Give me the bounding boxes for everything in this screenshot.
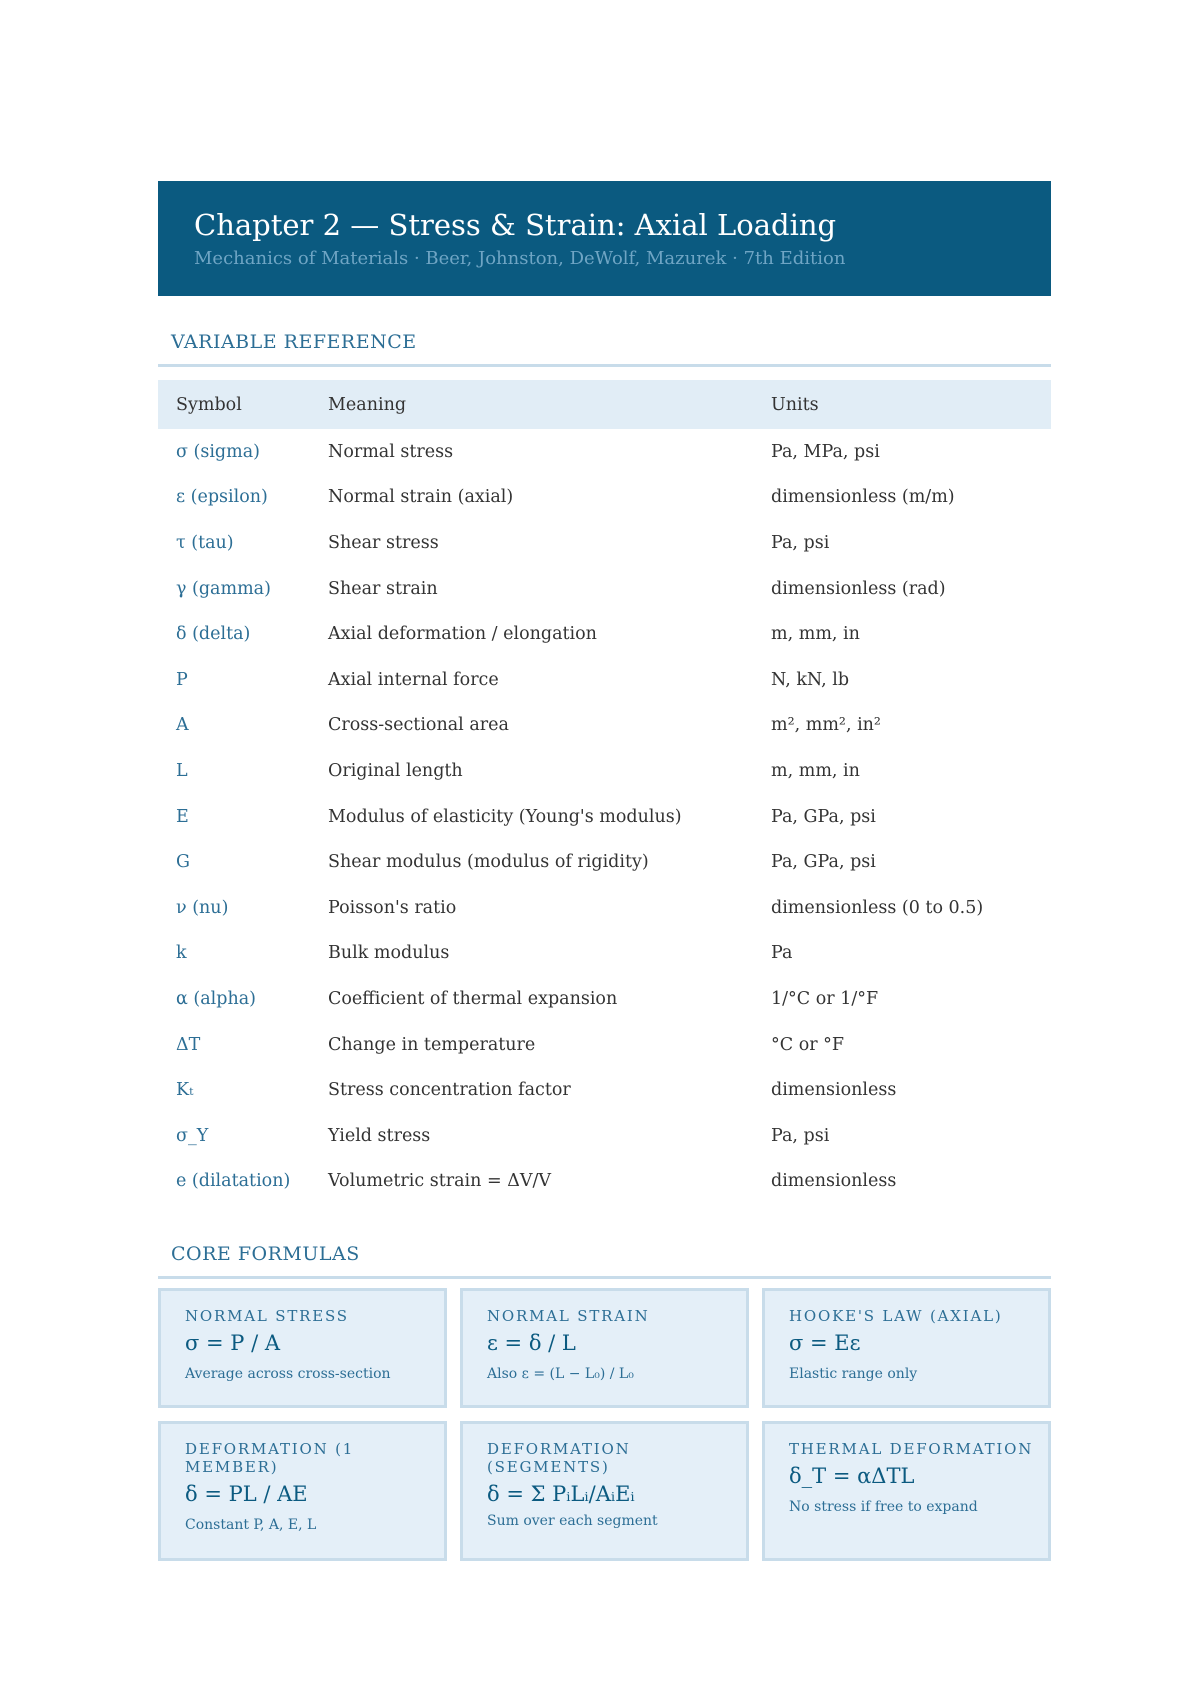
formula-equation: δ_T = αΔTL (789, 1464, 915, 1488)
formula-label: HOOKE'S LAW (AXIAL) (789, 1307, 1003, 1325)
table-row (158, 976, 1051, 1022)
symbol-cell: α (alpha) (176, 988, 256, 1009)
symbol-cell: L (176, 760, 188, 781)
meaning-cell: Shear stress (328, 532, 439, 553)
table-row (158, 839, 1051, 885)
formula-card-thermal-deformation (762, 1421, 1051, 1561)
units-cell: Pa, GPa, psi (771, 806, 876, 827)
table-row (158, 931, 1051, 977)
table-row (158, 429, 1051, 475)
symbol-cell: k (176, 943, 187, 964)
formula-equation: σ = Eε (789, 1331, 861, 1355)
formula-card-normal-strain (460, 1288, 749, 1408)
formula-equation: σ = P / A (185, 1331, 281, 1355)
formula-card-deformation-single (158, 1421, 447, 1561)
formula-note: Elastic range only (789, 1366, 918, 1382)
core-formulas-heading: CORE FORMULAS (158, 1239, 1051, 1279)
units-cell: N, kN, lb (771, 669, 850, 690)
formula-equation: ε = δ / L (487, 1331, 576, 1355)
page-subtitle: Mechanics of Materials · Beer, Johnston, DeWolf, Mazurek · 7th Edition (194, 248, 846, 269)
table-row (158, 520, 1051, 566)
table-row (158, 885, 1051, 931)
symbol-cell: ΔT (176, 1034, 201, 1055)
symbol-cell: τ (tau) (176, 532, 234, 553)
symbol-cell: A (176, 715, 189, 736)
table-row (158, 1159, 1051, 1205)
table-row (158, 566, 1051, 612)
units-cell: dimensionless (771, 1171, 897, 1192)
symbol-cell: γ (gamma) (176, 578, 271, 599)
table-row (158, 794, 1051, 840)
symbol-cell: σ (sigma) (176, 441, 260, 462)
table-row (158, 611, 1051, 657)
meaning-cell: Bulk modulus (328, 943, 450, 964)
formula-note: Also ε = (L − L₀) / L₀ (487, 1366, 634, 1382)
units-cell: m², mm², in² (771, 715, 881, 736)
formula-card-hookes-law (762, 1288, 1051, 1408)
column-header-meaning: Meaning (328, 380, 771, 429)
meaning-cell: Stress concentration factor (328, 1080, 571, 1101)
units-cell: dimensionless (m/m) (771, 487, 955, 508)
table-row (158, 748, 1051, 794)
symbol-cell: G (176, 852, 190, 873)
symbol-cell: P (176, 669, 188, 690)
meaning-cell: Shear modulus (modulus of rigidity) (328, 852, 649, 873)
units-cell: Pa, psi (771, 532, 830, 553)
meaning-cell: Axial deformation / elongation (328, 624, 597, 645)
column-header-symbol: Symbol (158, 380, 328, 429)
units-cell: dimensionless (771, 1080, 897, 1101)
formula-equation: δ = Σ PᵢLᵢ/AᵢEᵢ (487, 1482, 635, 1506)
meaning-cell: Yield stress (328, 1125, 431, 1146)
table-row (158, 1113, 1051, 1159)
formula-equation: δ = PL / AE (185, 1482, 308, 1506)
meaning-cell: Coefficient of thermal expansion (328, 988, 618, 1009)
meaning-cell: Cross-sectional area (328, 715, 509, 736)
symbol-cell: σ_Y (176, 1125, 209, 1146)
formula-label: DEFORMATION (SEGMENTS) (487, 1440, 631, 1476)
page-title: Chapter 2 — Stress & Strain: Axial Loading (194, 208, 837, 242)
formula-note: No stress if free to expand (789, 1499, 978, 1515)
symbol-cell: δ (delta) (176, 624, 251, 645)
chapter-header (158, 181, 1051, 296)
formula-label: THERMAL DEFORMATION (789, 1440, 1034, 1458)
meaning-cell: Normal stress (328, 441, 454, 462)
formula-card-deformation-segments (460, 1421, 749, 1561)
variable-reference-table (158, 380, 1051, 1204)
units-cell: dimensionless (rad) (771, 578, 946, 599)
units-cell: Pa (771, 943, 793, 964)
symbol-cell: ε (epsilon) (176, 487, 268, 508)
units-cell: °C or °F (771, 1034, 845, 1055)
table-row (158, 475, 1051, 521)
variable-reference-heading: VARIABLE REFERENCE (158, 327, 1051, 367)
table-row (158, 1067, 1051, 1113)
meaning-cell: Normal strain (axial) (328, 487, 514, 508)
formula-label: NORMAL STRAIN (487, 1307, 650, 1325)
table-header-row (158, 380, 1051, 429)
meaning-cell: Shear strain (328, 578, 438, 599)
units-cell: m, mm, in (771, 624, 860, 645)
meaning-cell: Volumetric strain = ΔV/V (328, 1171, 552, 1192)
meaning-cell: Poisson's ratio (328, 897, 457, 918)
formula-card-normal-stress (158, 1288, 447, 1408)
formula-label: NORMAL STRESS (185, 1307, 349, 1325)
table-row (158, 703, 1051, 749)
symbol-cell: E (176, 806, 189, 827)
meaning-cell: Change in temperature (328, 1034, 536, 1055)
formula-note: Sum over each segment (487, 1513, 658, 1529)
meaning-cell: Modulus of elasticity (Young's modulus) (328, 806, 682, 827)
symbol-cell: Kₜ (176, 1080, 194, 1101)
symbol-cell: ν (nu) (176, 897, 229, 918)
formula-label: DEFORMATION (1 MEMBER) (185, 1440, 355, 1476)
formula-note: Average across cross-section (185, 1366, 391, 1382)
meaning-cell: Axial internal force (328, 669, 499, 690)
column-header-units: Units (771, 380, 1051, 429)
symbol-cell: e (dilatation) (176, 1171, 291, 1192)
units-cell: 1/°C or 1/°F (771, 988, 879, 1009)
table-row (158, 1022, 1051, 1068)
units-cell: Pa, psi (771, 1125, 830, 1146)
meaning-cell: Original length (328, 760, 463, 781)
units-cell: m, mm, in (771, 760, 860, 781)
formula-note: Constant P, A, E, L (185, 1517, 317, 1533)
table-row (158, 657, 1051, 703)
formula-grid (158, 1288, 1051, 1563)
units-cell: dimensionless (0 to 0.5) (771, 897, 984, 918)
units-cell: Pa, GPa, psi (771, 852, 876, 873)
units-cell: Pa, MPa, psi (771, 441, 880, 462)
